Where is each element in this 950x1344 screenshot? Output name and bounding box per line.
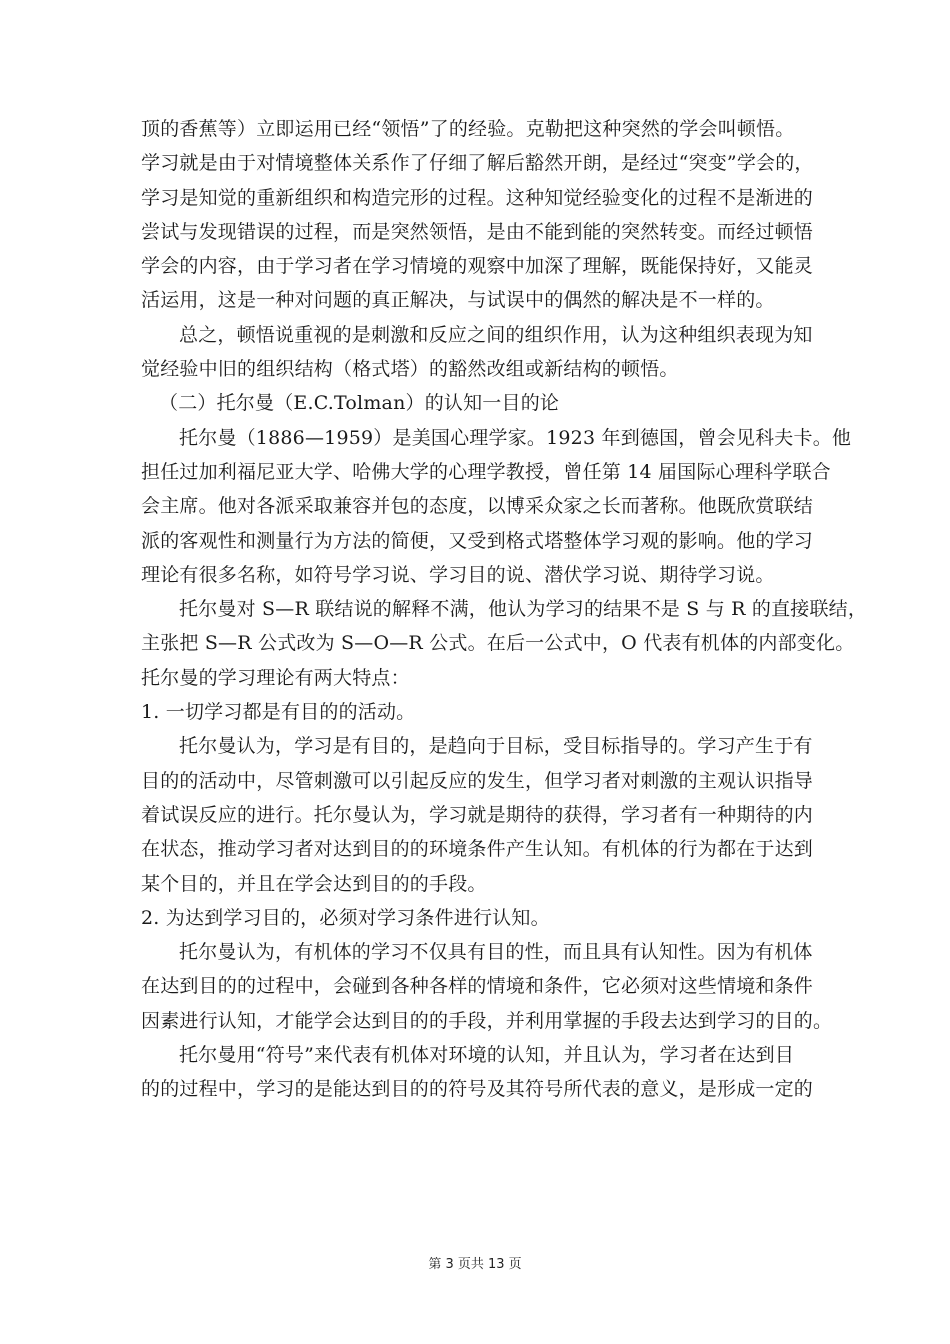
document-body (141, 112, 868, 1107)
text-line: 目的的活动中，尽管刺激可以引起反应的发生，但学习者对刺激的主观认识指导 (141, 769, 814, 792)
list-item (141, 695, 821, 729)
text-line: 担任过加利福尼亚大学、哈佛大学的心理学教授，曾任第 14 届国际心理科学联合 (141, 460, 831, 483)
text-line: 顶的香蕉等）立即运用已经“领悟”了的经验。克勒把这种突然的学会叫顿悟。 (141, 118, 795, 140)
text-line: 学习是知觉的重新组织和构造完形的过程。这种知觉经验变化的过程不是渐进的 (141, 186, 814, 209)
list-item-text: 2. 为达到学习目的，必须对学习条件进行认知。 (141, 906, 550, 929)
text-line: 活运用，这是一种对问题的真正解决，与试误中的偶然的解决是不一样的。 (141, 289, 775, 312)
paragraph (141, 729, 821, 900)
text-line: 派的客观性和测量行为方法的简便，又受到格式塔整体学习观的影响。他的学习 (141, 529, 814, 552)
text-line: 托尔曼认为，有机体的学习不仅具有目的性，而且具有认知性。因为有机体 (179, 941, 813, 964)
text-line: 理论有很多名称，如符号学习说、学习目的说、潜伏学习说、期待学习说。 (141, 563, 775, 586)
text-line: 因素进行认知，才能学会达到目的的手段，并利用掌握的手段去达到学习的目的。 (141, 1009, 833, 1032)
text-line: 主张把 S—R 公式改为 S—O—R 公式。在后一公式中，O 代表有机体的内部变化。 (141, 632, 855, 655)
text-line: 某个目的，并且在学会达到目的的手段。 (141, 872, 487, 895)
text-line: 的的过程中，学习的是能达到目的的符号及其符号所代表的意义，是形成一定的 (141, 1078, 814, 1101)
text-line: 学会的内容，由于学习者在学习情境的观察中加深了理解，既能保持好，又能灵 (141, 255, 814, 278)
text-line: 尝试与发现错误的过程，而是突然领悟，是由不能到能的突然转变。而经过顿悟 (141, 220, 814, 243)
text-line: 托尔曼的学习理论有两大特点： (141, 666, 410, 689)
paragraph (141, 935, 833, 1038)
text-line: 在达到目的的过程中，会碰到各种各样的情境和条件，它必须对这些情境和条件 (141, 975, 814, 998)
text-line: 托尔曼认为，学习是有目的，是趋向于目标，受目标指导的。学习产生于有 (179, 735, 813, 758)
section-heading (141, 386, 821, 420)
text-line: 着试误反应的进行。托尔曼认为，学习就是期待的获得，学习者有一种期待的内 (141, 803, 814, 826)
text-line: 总之，顿悟说重视的是刺激和反应之间的组织作用，认为这种组织表现为知 (179, 323, 813, 346)
text-line: 觉经验中旧的组织结构（格式塔）的豁然改组或新结构的顿悟。 (141, 358, 679, 381)
text-line: 托尔曼用“符号”来代表有机体对环境的认知，并且认为，学习者在达到目 (179, 1044, 795, 1067)
heading-text: （二）托尔曼（E.C.Tolman）的认知一目的论 (159, 392, 560, 415)
paragraph (141, 421, 852, 592)
text-line: 托尔曼对 S—R 联结说的解释不满，他认为学习的结果不是 S 与 R 的直接联结， (179, 598, 868, 621)
paragraph (141, 1038, 821, 1107)
page-number-label: 第 3 页共 13 页 (428, 1257, 522, 1272)
text-line: 在状态，推动学习者对达到目的的环境条件产生认知。有机体的行为都在于达到 (141, 838, 814, 861)
text-line: 会主席。他对各派采取兼容并包的态度，以博采众家之长而著称。他既欣赏联结 (141, 495, 814, 518)
list-item-text: 1. 一切学习都是有目的的活动。 (141, 701, 416, 724)
page-footer (0, 1253, 950, 1272)
paragraph (141, 112, 821, 318)
text-line: 托尔曼（1886—1959）是美国心理学家。1923 年到德国，曾会见科夫卡。他 (179, 426, 852, 449)
list-item (141, 901, 821, 935)
paragraph (141, 592, 868, 695)
text-line: 学习就是由于对情境整体关系作了仔细了解后豁然开朗，是经过“突变”学会的， (141, 152, 814, 175)
paragraph (141, 318, 821, 387)
